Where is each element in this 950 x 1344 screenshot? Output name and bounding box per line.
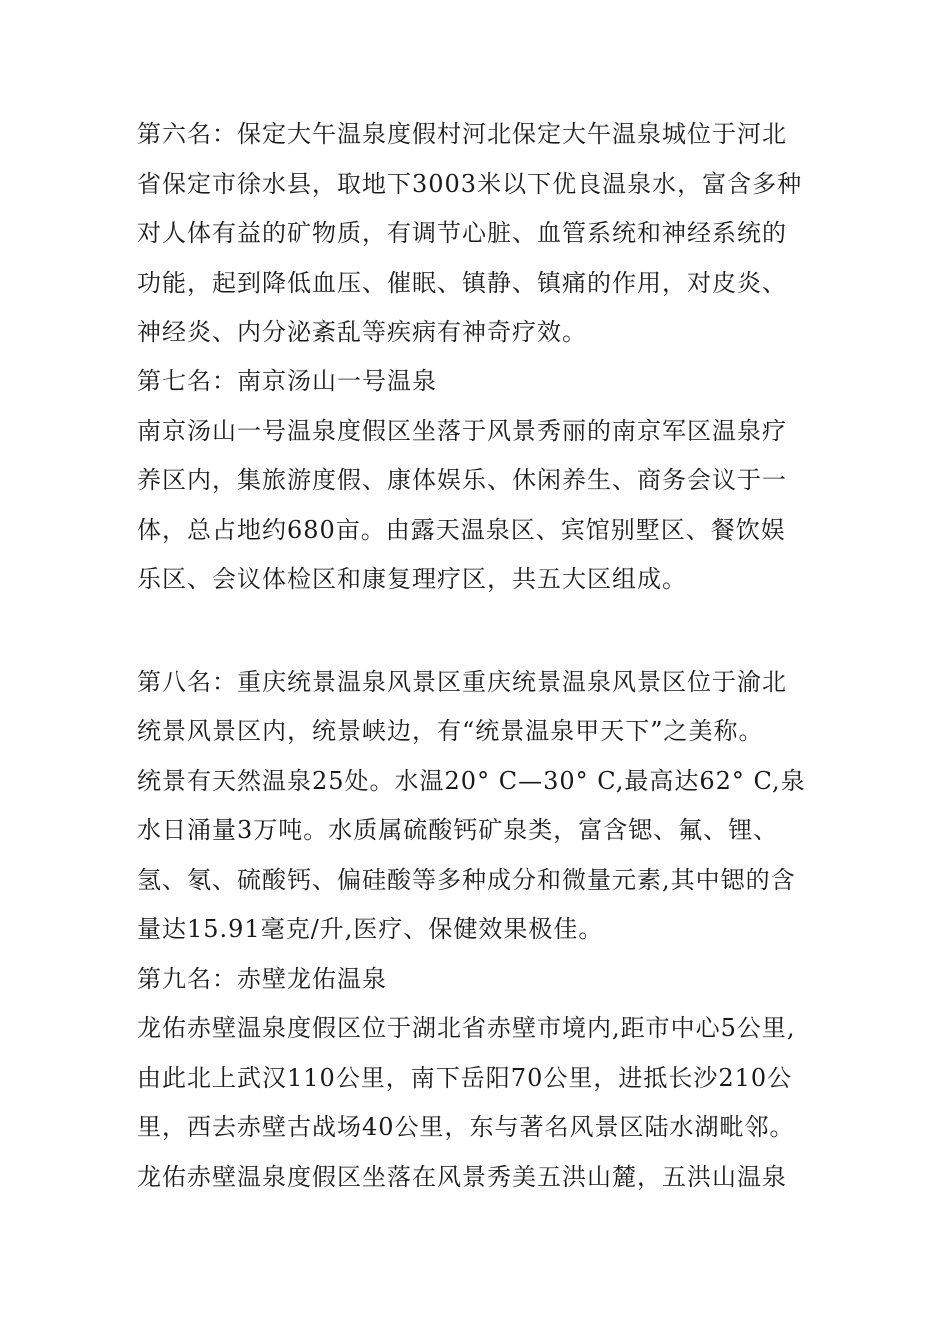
text-line: 乐区、会议体检区和康复理疗区，共五大区组成。: [137, 565, 687, 593]
text-line: 南京汤山一号温泉度假区坐落于风景秀丽的南京军区温泉疗: [137, 417, 787, 445]
text-line: 第八名：重庆统景温泉风景区重庆统景温泉风景区位于渝北: [137, 668, 787, 696]
text-line: 养区内，集旅游度假、康体娱乐、休闲养生、商务会议于一: [137, 466, 787, 494]
text-line: 由此北上武汉110公里，南下岳阳70公里，进抵长沙210公: [137, 1064, 793, 1092]
text-line: 功能，起到降低血压、催眠、镇静、镇痛的作用，对皮炎、: [137, 269, 787, 297]
text-line: 水日涌量3万吨。水质属硫酸钙矿泉类，富含锶、氟、锂、: [137, 816, 779, 844]
text-line: 体，总占地约680亩。由露天温泉区、宾馆别墅区、餐饮娱: [137, 516, 786, 544]
section-heading: 第七名：南京汤山一号温泉: [137, 367, 437, 395]
text-line: 神经炎、内分泌紊乱等疾病有神奇疗效。: [137, 318, 587, 346]
text-line: 氢、氡、硫酸钙、偏硅酸等多种成分和微量元素,其中锶的含: [137, 866, 796, 894]
text-line: 量达15.91毫克/升,医疗、保健效果极佳。: [137, 915, 604, 943]
text-line: 统景风景区内，统景峡边，有“统景温泉甲天下”之美称。: [137, 717, 764, 745]
text-line: 省保定市徐水县，取地下3003米以下优良温泉水，富含多种: [137, 170, 803, 198]
text-line: 统景有天然温泉25处。水温20° C—30° C,最高达62° C,泉: [137, 767, 806, 795]
text-line: 龙佑赤壁温泉度假区位于湖北省赤壁市境内,距市中心5公里,: [137, 1014, 796, 1042]
text-line: 龙佑赤壁温泉度假区坐落在风景秀美五洪山麓，五洪山温泉: [137, 1163, 787, 1191]
text-line: 里，西去赤壁古战场40公里，东与著名风景区陆水湖毗邻。: [137, 1113, 795, 1141]
text-line: 第六名：保定大午温泉度假村河北保定大午温泉城位于河北: [137, 120, 787, 148]
section-heading: 第九名：赤壁龙佑温泉: [137, 965, 387, 993]
text-line: 对人体有益的矿物质，有调节心脏、血管系统和神经系统的: [137, 219, 787, 247]
